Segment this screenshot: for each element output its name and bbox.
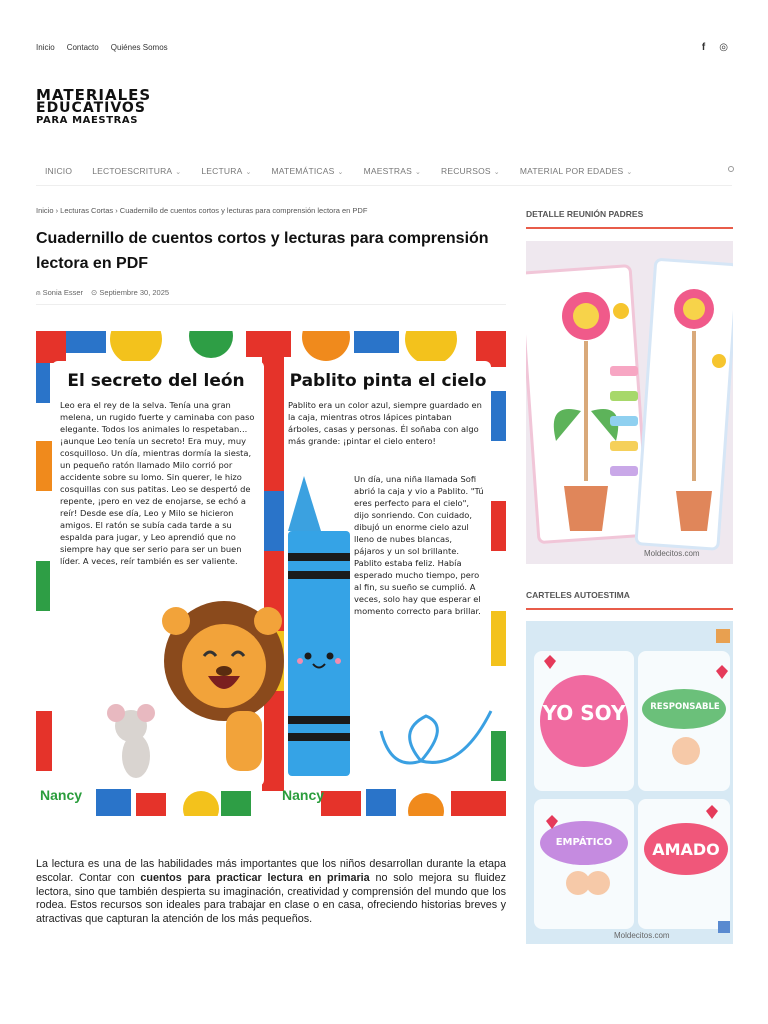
article-meta	[36, 288, 169, 298]
nav-item-maestras[interactable]	[364, 166, 421, 176]
story-2-text-top: Pablito era un color azul, siempre guardado en la caja, mientras otros lápices pintaban árboles, casas y personas. Él soñaba con algo más grande: ¡pintar el cielo entero!	[288, 400, 482, 447]
sidebar-image-parents[interactable]	[526, 241, 733, 564]
poster-word-empatico: EMPÁTICO	[555, 837, 613, 848]
chevron-down-icon: ⌄	[493, 168, 500, 176]
top-link-contacto[interactable]: Contacto	[66, 42, 99, 52]
poster-word-yo-soy: YO SOY	[542, 701, 626, 725]
parents-watermark: Moldecitos.com	[644, 549, 700, 558]
story-1-title: El secreto del león	[67, 371, 245, 391]
site-logo[interactable]	[36, 88, 151, 125]
chevron-down-icon: ⌄	[245, 168, 252, 176]
article-title: Cuadernillo de cuentos cortos y lecturas para comprensión lectora en PDF	[36, 230, 489, 272]
top-links	[36, 43, 168, 52]
chevron-down-icon: ⌄	[175, 168, 182, 176]
nav-label: LECTURA	[201, 165, 243, 176]
nav-label: MAESTRAS	[363, 165, 412, 176]
nav-label: MATERIAL POR EDADES	[519, 165, 624, 176]
nav-item-lectoescritura[interactable]	[92, 166, 181, 176]
paragraph-text-1: La lectura es una de las habilidades más importantes que los niños desarrollan durante la etapa escolar. Contar con	[36, 858, 506, 884]
featured-image	[36, 331, 506, 816]
brand-watermark-left: Nancy	[40, 787, 83, 803]
poster-word-amado: AMADO	[652, 840, 720, 859]
story-2-text-side: Un día, una niña llamada Sofi abrió la caja y vio a Pablito. "Tú eres perfecto para el cielo", dijo sonriendo. Con cuidado, dibujó un enorme cielo azul lleno de nubes blancas, pájaros y un sol brillante. Pablito estaba feliz. Había esperado mucho tiempo, pero al fin, su sueño se cumplió. A veces, solo hay que esperar el momento correcto para brillar.	[354, 474, 484, 617]
instagram-icon[interactable]: ◎	[719, 41, 728, 53]
article-paragraph	[36, 858, 506, 927]
sidebar-widget-title-2: CARTELES AUTOESTIMA	[526, 590, 733, 610]
main-navigation	[36, 156, 732, 186]
parents-cards-artwork	[526, 241, 733, 564]
chevron-down-icon: ⌄	[626, 168, 633, 176]
paragraph-text-2: no solo mejora su fluidez lectora, sino que también despierta su imaginación, creatividad y comprensión del mundo que los rodea. Estos recursos son ideales para trabajar en clase o en casa, ofreciendo historias breves y atractivas que capturan la atención de los más pequeños.	[36, 871, 506, 926]
sidebar-widget-title-1: DETALLE REUNIÓN PADRES	[526, 209, 733, 229]
self-esteem-watermark: Moldecitos.com	[614, 931, 670, 940]
chevron-down-icon: ⌄	[414, 168, 422, 176]
bold-link[interactable]: cuentos para practicar lectura en primaria	[140, 871, 370, 884]
date-text: Septiembre 30, 2025	[99, 288, 170, 297]
search-icon[interactable]	[728, 166, 734, 172]
sidebar-image-self-esteem[interactable]	[526, 621, 733, 944]
meta-divider	[36, 304, 506, 305]
self-esteem-posters-artwork	[526, 621, 733, 944]
story-2-title: Pablito pinta el cielo	[289, 371, 487, 391]
author-name: Sonia Esser	[42, 288, 84, 297]
top-bar	[36, 38, 728, 56]
chevron-down-icon: ⌄	[337, 168, 344, 176]
brand-watermark-right: Nancy	[282, 787, 325, 803]
top-link-quienes-somos[interactable]: Quiénes Somos	[110, 42, 168, 52]
nav-item-inicio[interactable]	[45, 166, 72, 176]
social-links	[702, 42, 728, 53]
story-1-text: Leo era el rey de la selva. Tenía una gran melena, un rugido fuerte y caminaba con paso elegante. Todos los animales lo respetaban... ¡aunque Leo tenía un secreto! Era muy, muy cosquilloso. Un día, mientras dormía la siesta, un pequeño ratón llamado Milo corrió por accidente sobre su lomo. Sin querer, le hizo cosquillas con sus patitas. Leo se despertó de repente, ¡pero en vez de enojarse, se echó a reír! Desde ese día, Leo y Milo se hicieron amigos. El ratón se subía cada tarde a su espalda para jugar, y Leo aprendió que no siempre hay que ser serio para ser un buen líder. A veces, reír también es ser valiente.	[60, 400, 255, 567]
breadcrumb[interactable]: Inicio › Lecturas Cortas › Cuadernillo de cuentos cortos y lecturas para comprensión lectora en PDF	[36, 206, 368, 215]
nav-item-matematicas[interactable]	[272, 166, 344, 176]
clock-icon: ⊙	[91, 288, 98, 297]
author[interactable]	[36, 288, 83, 298]
nav-item-lectura[interactable]	[201, 166, 251, 176]
publish-date	[91, 288, 169, 298]
nav-item-material-por-edades[interactable]	[520, 166, 633, 176]
user-icon: ⍝	[36, 288, 41, 297]
logo-line-2: EDUCATIVOS	[36, 100, 146, 117]
nav-label: INICIO	[45, 165, 73, 176]
facebook-icon[interactable]: f	[701, 41, 706, 53]
nav-item-recursos[interactable]	[441, 166, 500, 176]
logo-line-1: MATERIALES	[36, 86, 152, 104]
logo-line-3: PARA MAESTRAS	[36, 114, 139, 126]
nav-label: LECTOESCRITURA	[92, 165, 173, 176]
nav-label: MATEMÁTICAS	[271, 165, 335, 176]
top-link-inicio[interactable]: Inicio	[36, 42, 55, 52]
poster-word-responsable: RESPONSABLE	[650, 702, 720, 712]
nav-label: RECURSOS	[441, 165, 491, 176]
